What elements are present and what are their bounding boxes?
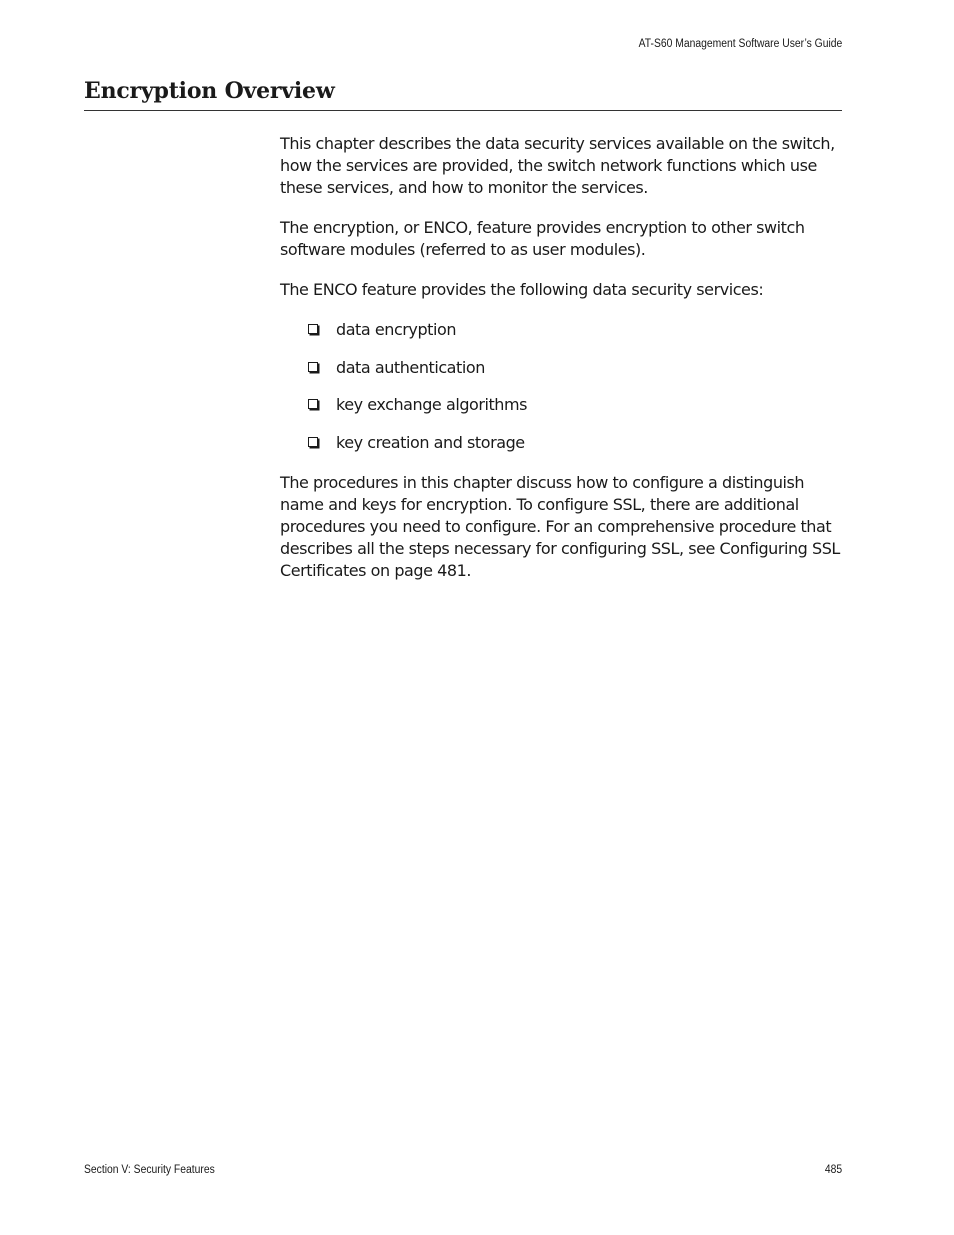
checkbox-bullet-icon — [308, 362, 318, 372]
services-intro-paragraph: The ENCO feature provides the following data security services: — [280, 280, 764, 299]
checkbox-bullet-icon — [308, 399, 318, 409]
list-item-label: data encryption — [336, 320, 457, 339]
body-content — [280, 133, 842, 600]
footer-section-label: Section V: Security Features — [84, 1164, 215, 1176]
checkbox-bullet-icon — [308, 437, 318, 447]
procedures-paragraph: The procedures in this chapter discuss how to configure a distinguish name and keys for encryption. To configure SSL, there are additional procedures you need to configure. For an comprehensive procedure that describes all the steps necessary for configuring SSL, see Configuring SSL Certificates on page 481. — [280, 472, 840, 580]
section-title: Encryption Overview — [84, 78, 335, 104]
list-item-label: data authentication — [336, 357, 485, 377]
list-item-label: key exchange algorithms — [336, 395, 528, 414]
list-item-label: key creation and storage — [336, 432, 525, 452]
checkbox-bullet-icon — [308, 324, 318, 334]
title-rule — [84, 110, 842, 111]
list-item — [280, 432, 842, 454]
page-number: 485 — [824, 1164, 842, 1176]
list-item — [280, 357, 842, 379]
intro-paragraph: This chapter describes the data security services available on the switch, how the services are provided, the switch network functions which use these services, and how to monitor the services. — [280, 134, 835, 197]
services-list — [280, 319, 842, 454]
enco-paragraph: The encryption, or ENCO, feature provides encryption to other switch software modules (referred to as user modules). — [280, 218, 805, 259]
list-item — [280, 394, 842, 416]
running-header: AT-S60 Management Software User’s Guide — [638, 38, 842, 50]
list-item — [280, 319, 842, 341]
